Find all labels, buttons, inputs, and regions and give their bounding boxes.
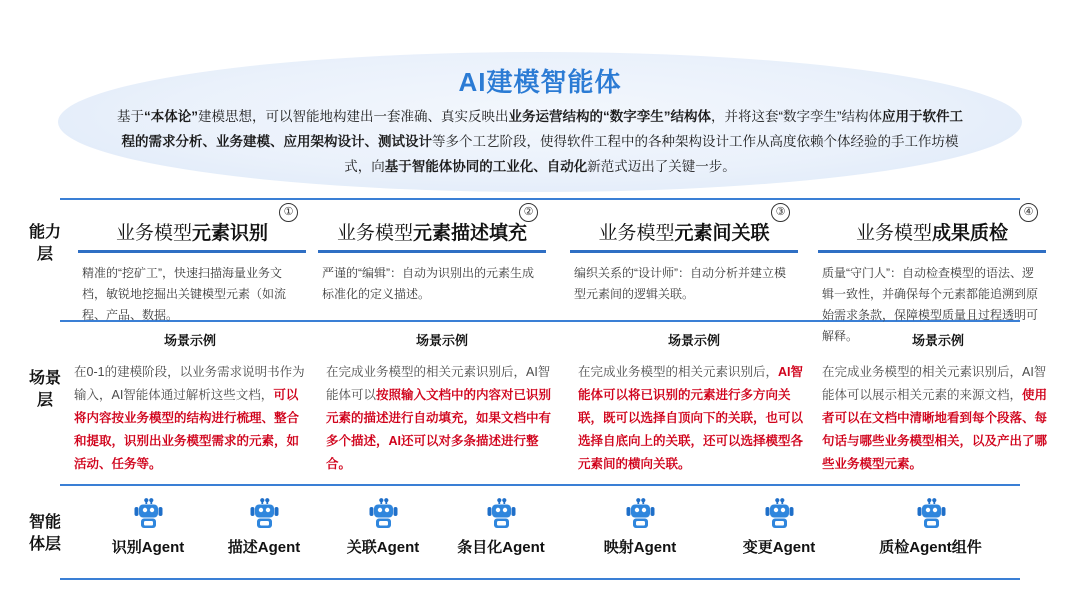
capability-desc-3: 编织关系的“设计师”：自动分析并建立模型元素间的逻辑关联。 [574,266,786,301]
capability-card-1[interactable] [78,206,306,326]
agent-item-5[interactable] [575,498,705,557]
scene-column-2 [326,330,558,476]
scene-body-1: 在0-1的建模阶段，以业务需求说明书作为输入，AI智能体通过解析这些文档，可以将内容按业务模型的结构进行梳理、整合和提取，识别出业务模型需求的元素，如活动、任务等。 [74,365,305,471]
scene-title-2: 场景示例 [415,333,468,348]
scene-title-1: 场景示例 [163,333,216,348]
agent-item-3[interactable] [318,498,448,557]
capability-header-3 [570,206,798,253]
capability-card-2[interactable] [318,206,546,305]
agent-item-6[interactable] [714,498,844,557]
capability-title-strong-1: 元素识别 [192,222,269,244]
row-label-agent: 智能体层 [28,514,61,553]
divider-bottom [60,578,1020,580]
agent-item-2[interactable] [199,498,329,557]
agent-item-7[interactable] [843,498,1018,557]
agent-label-7: 质检Agent组件 [879,539,982,556]
capability-desc-1: 精准的“挖矿工”，快速扫描海量业务文档，敏锐地挖掘出关键模型元素（如流程、产品、数据。 [82,266,287,322]
page-title: AI建模智能体 [458,67,622,97]
robot-icon [575,498,705,532]
agent-item-1[interactable] [83,498,213,557]
agent-label-6: 变更Agent [742,539,816,556]
capability-number-3: ③ [771,203,790,222]
robot-icon [318,498,448,532]
scene-column-3 [578,330,810,476]
capability-title-plain-3: 业务模型 [598,222,675,244]
row-label-ability: 能力层 [28,224,61,263]
divider-top [60,198,1020,200]
capability-title-plain-2: 业务模型 [336,222,413,244]
capability-number-2: ② [519,203,538,222]
capability-title-strong-4: 成果质检 [932,222,1009,244]
capability-desc-2: 严谨的“编辑”：自动为识别出的元素生成标准化的定义描述。 [322,266,534,301]
scene-body-4: 在完成业务模型的相关元素识别后，AI智能体可以展示相关元素的来源文档，使用者可以在文档中清晰地看到每个段落、每句话与哪些业务模型相关，以及产出了哪些业务模型元素。 [822,365,1048,471]
agent-label-1: 识别Agent [111,539,185,556]
agent-label-4: 条目化Agent [457,539,545,556]
capability-title-strong-3: 元素间关联 [674,222,770,244]
capability-title-plain-1: 业务模型 [115,222,192,244]
robot-icon [714,498,844,532]
hero-paragraph: 基于“本体论”建模思想，可以智能地构建出一套准确、真实反映出业务运营结构的“数字孪生”结构体，并将这套“数字孪生”结构体应用于软件工程的需求分析、业务建模、应用架构设计、测试设计等多个工艺阶段，使得软件工程中的各种架构设计工作从高度依赖个体经验的手工作坊模式，向基于智能体协同的工业化、自动化新范式迈出了关键一步。 [117,109,963,174]
capability-header-4 [818,206,1046,253]
scene-title-3: 场景示例 [667,333,720,348]
capability-card-4[interactable] [818,206,1046,347]
robot-icon [199,498,329,532]
scene-body-3: 在完成业务模型的相关元素识别后，AI智能体可以将已识别的元素进行多方向关联，既可以选择自顶向下的关联，也可以选择自底向上的关联，还可以选择模型各元素间的横向关联。 [578,365,804,471]
capability-title-plain-4: 业务模型 [855,222,932,244]
robot-icon [843,498,1018,532]
scene-body-2: 在完成业务模型的相关元素识别后，AI智能体可以按照输入文档中的内容对已识别元素的描述进行自动填充，如果文档中有多个描述，AI还可以对多条描述进行整合。 [326,365,552,471]
capability-header-1 [78,206,306,253]
divider-scene-agent [60,484,1020,486]
agent-label-3: 关联Agent [346,539,420,556]
agent-label-2: 描述Agent [227,539,301,556]
capability-header-2 [318,206,546,253]
scene-column-4 [822,330,1054,476]
agent-item-4[interactable] [436,498,566,557]
scene-column-1 [74,330,306,476]
capability-number-4: ④ [1019,203,1038,222]
robot-icon [436,498,566,532]
scene-title-4: 场景示例 [911,333,964,348]
capability-number-1: ① [279,203,298,222]
capability-title-strong-2: 元素描述填充 [413,222,528,244]
capability-desc-4: 质量“守门人”：自动检查模型的语法、逻辑一致性，并确保每个元素都能追溯到原始需求条款，保障模型质量且过程透明可解释。 [822,266,1039,343]
agent-label-5: 映射Agent [603,539,677,556]
row-label-scene: 场景层 [28,370,61,409]
capability-card-3[interactable] [570,206,798,305]
robot-icon [83,498,213,532]
